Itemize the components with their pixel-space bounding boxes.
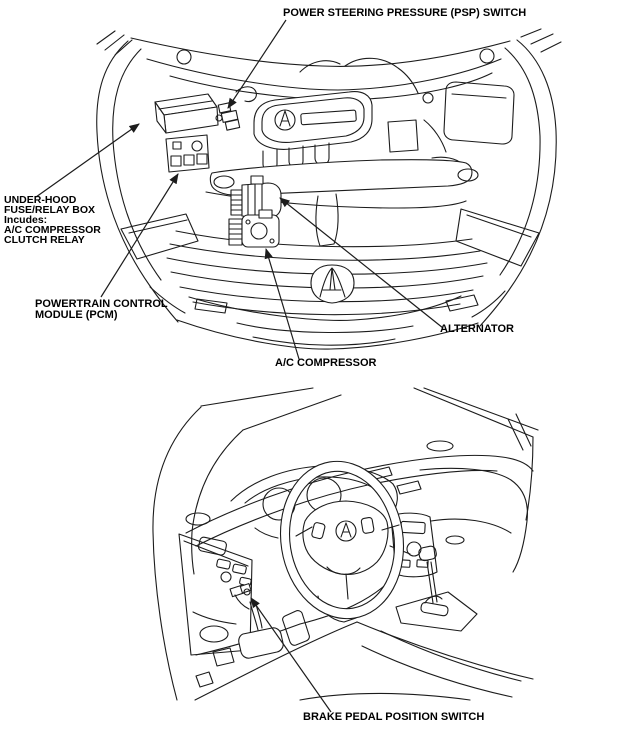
- pcm-part: [166, 135, 209, 172]
- alternator-leader: [280, 198, 443, 328]
- underhood-label-line: FUSE/RELAY BOX: [4, 204, 96, 216]
- brake-pedal-position-switch-label: BRAKE PEDAL POSITION SWITCH: [303, 711, 485, 723]
- pcm-label-line: POWERTRAIN CONTROL: [35, 298, 168, 310]
- alternator-label: ALTERNATOR: [440, 323, 514, 335]
- interior-illustration: [153, 388, 538, 700]
- brake-pedal-position-switch-part: [230, 584, 251, 609]
- brake-pedal: [239, 601, 283, 658]
- underhood-label-line: UNDER-HOOD: [4, 194, 77, 206]
- underhood-fuse-relay-box-label: [4, 195, 101, 245]
- accelerator-pedal: [283, 611, 310, 646]
- underhood-label-line: CLUTCH RELAY: [4, 234, 85, 246]
- ac-compressor-label: A/C COMPRESSOR: [275, 357, 377, 369]
- fuse-relay-box-part: [155, 94, 218, 133]
- hood-latch: [316, 194, 338, 246]
- acura-logo-icon: [311, 265, 354, 303]
- psp-leader: [228, 20, 286, 108]
- engine-cover: [254, 92, 372, 150]
- footrest: [213, 648, 234, 666]
- floor-mat: [196, 672, 213, 687]
- pcm-label: [35, 299, 168, 320]
- psp-switch-part: [216, 87, 256, 130]
- underhood-label-line: A/C COMPRESSOR: [4, 224, 101, 236]
- underhood-label-line: Incudes:: [4, 214, 48, 226]
- pcm-label-line: MODULE (PCM): [35, 308, 118, 321]
- fuse-box-leader: [36, 124, 139, 197]
- pcm-leader: [101, 174, 178, 297]
- air-cleaner-box: [444, 82, 514, 144]
- cowl-panel: [97, 29, 561, 100]
- psp-switch-label: POWER STEERING PRESSURE (PSP) SWITCH: [283, 7, 527, 19]
